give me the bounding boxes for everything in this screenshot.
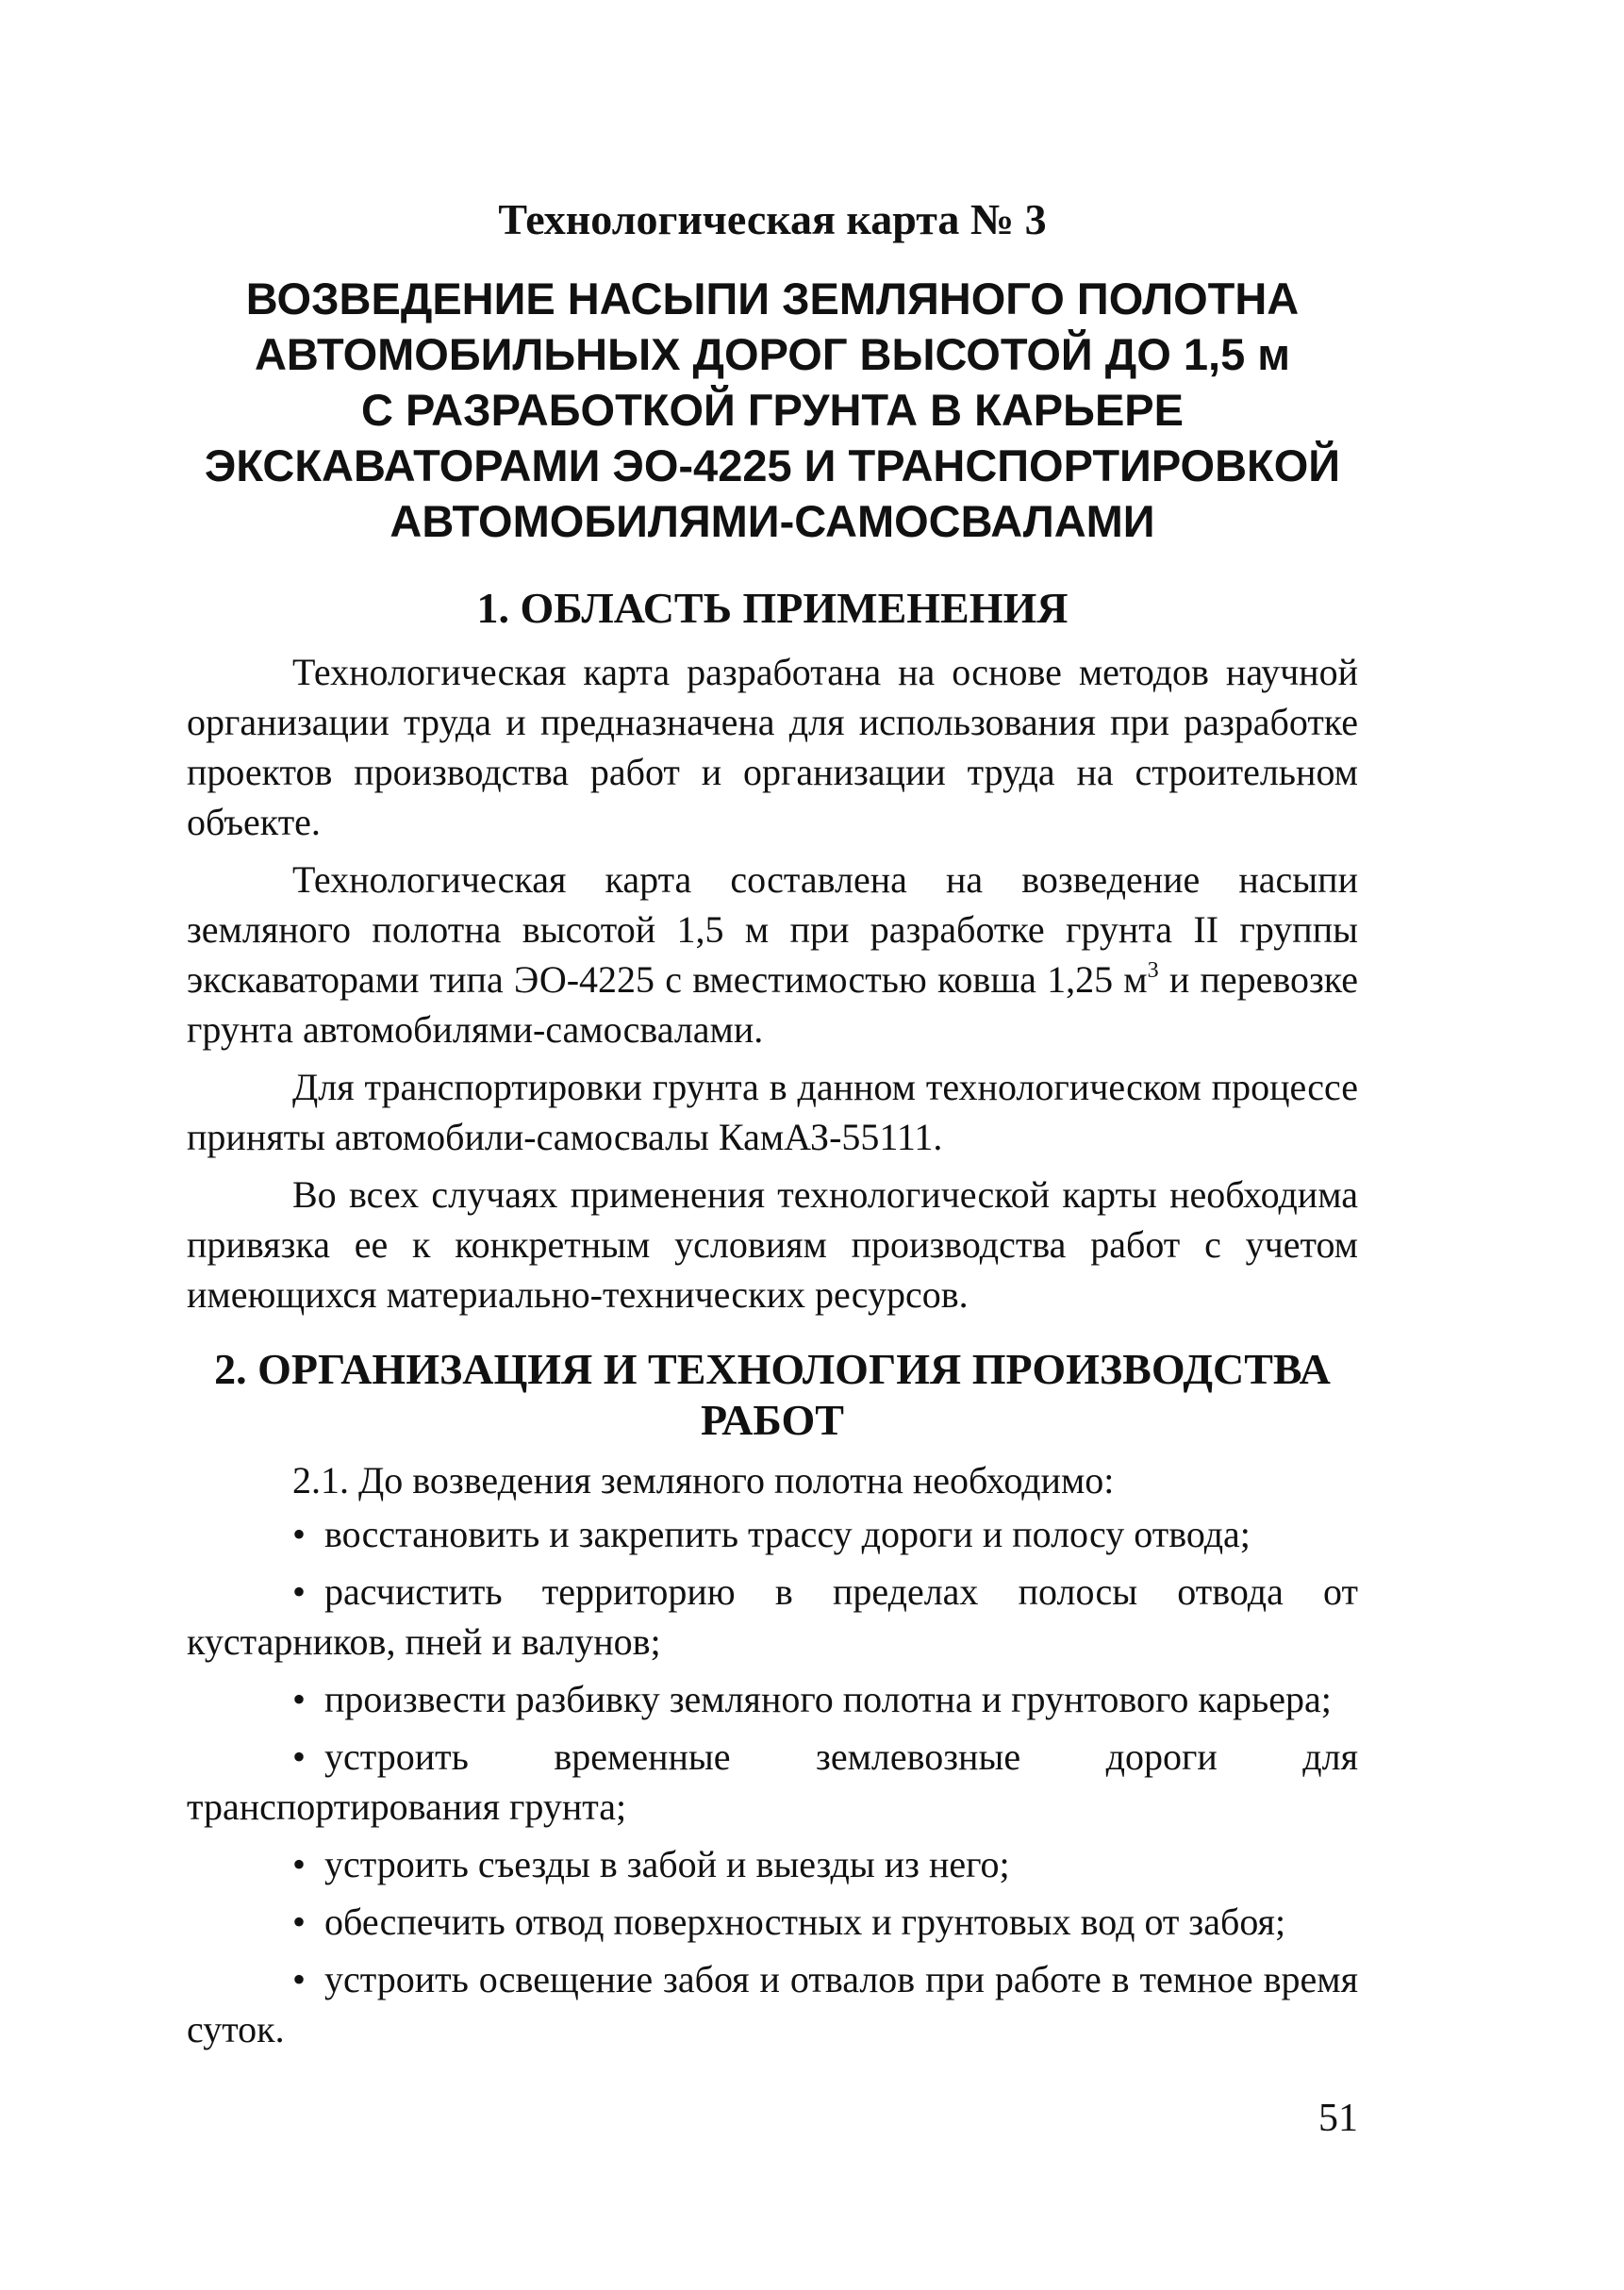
section-2-heading: 2. ОРГАНИЗАЦИЯ И ТЕХНОЛОГИЯ ПРОИЗВОДСТВА РАБОТ: [214, 1345, 1331, 1444]
cubic-superscript: 3: [1147, 958, 1159, 983]
main-title-line: ЭКСКАВАТОРАМИ ЭО-4225 И ТРАНСПОРТИРОВКОЙ: [204, 440, 1341, 490]
paragraph-2-text-start: Технологическая карта составлена на возведение насыпи земляного полотна высотой 1,5 м при разработке грунта II группы экскаваторами типа ЭО-4225 с вместимостью ковша 1,25 м: [187, 858, 1358, 1001]
section-1-paragraph-2: [187, 855, 1358, 1054]
list-item: [187, 1897, 1358, 1947]
bullet-icon: •: [292, 1570, 307, 1613]
card-title: Технологическая карта № 3: [498, 195, 1047, 243]
list-item-text: устроить съезды в забой и выезды из него;: [324, 1843, 1010, 1885]
main-title: [187, 271, 1358, 549]
bullet-icon: •: [292, 1958, 307, 2000]
section-1-paragraph-3: Для транспортировки грунта в данном технологическом процессе приняты автомобили-самосвалы КамАЗ-55111.: [187, 1066, 1358, 1158]
list-item: [187, 1509, 1358, 1559]
page-number: 51: [1318, 2097, 1358, 2140]
section-1-heading: 1. ОБЛАСТЬ ПРИМЕНЕНИЯ: [476, 584, 1069, 632]
bullet-icon: •: [292, 1735, 307, 1778]
main-title-line: ВОЗВЕДЕНИЕ НАСЫПИ ЗЕМЛЯНОГО ПОЛОТНА: [245, 274, 1300, 324]
main-title-line: С РАЗРАБОТКОЙ ГРУНТА В КАРЬЕРЕ: [360, 385, 1184, 435]
bullet-icon: •: [292, 1900, 307, 1943]
list-item-text: устроить временные землевозные дороги для транспортирования грунта;: [187, 1735, 1358, 1828]
list-item: [187, 1954, 1358, 2054]
section-1-paragraph-4: Во всех случаях применения технологической карты необходима привязка ее к конкретным условиям производства работ с учетом имеющихся материально-технических ресурсов.: [187, 1173, 1358, 1316]
main-title-line: АВТОМОБИЛЬНЫХ ДОРОГ ВЫСОТОЙ ДО 1,5 м: [254, 329, 1291, 379]
paragraph-2-text-end: и перевозке грунта автомобилями-самосвалами.: [187, 958, 1358, 1051]
list-item-text: произвести разбивку земляного полотна и грунтового карьера;: [324, 1678, 1332, 1720]
main-title-line: АВТОМОБИЛЯМИ-САМОСВАЛАМИ: [389, 496, 1155, 546]
list-item: [187, 1567, 1358, 1667]
bullet-icon: •: [292, 1678, 307, 1720]
list-item-text: устроить освещение забоя и отвалов при работе в темное время суток.: [187, 1958, 1358, 2050]
bullet-icon: •: [292, 1513, 307, 1555]
list-item: [187, 1732, 1358, 1832]
bullet-icon: •: [292, 1843, 307, 1885]
list-item-text: расчистить территорию в пределах полосы отвода от кустарников, пней и валунов;: [187, 1570, 1358, 1663]
section-2-intro: 2.1. До возведения земляного полотна необходимо:: [292, 1459, 1115, 1502]
list-item-text: восстановить и закрепить трассу дороги и полосу отвода;: [324, 1513, 1251, 1555]
list-item: [187, 1674, 1358, 1724]
section-1-paragraph-1: Технологическая карта разработана на основе методов научной организации труда и предназначена для использования при разработке проектов производства работ и организации труда на строительном объекте.: [187, 651, 1358, 843]
list-item: [187, 1839, 1358, 1889]
list-item-text: обеспечить отвод поверхностных и грунтовых вод от забоя;: [324, 1900, 1286, 1943]
document-page: [187, 193, 1358, 2062]
